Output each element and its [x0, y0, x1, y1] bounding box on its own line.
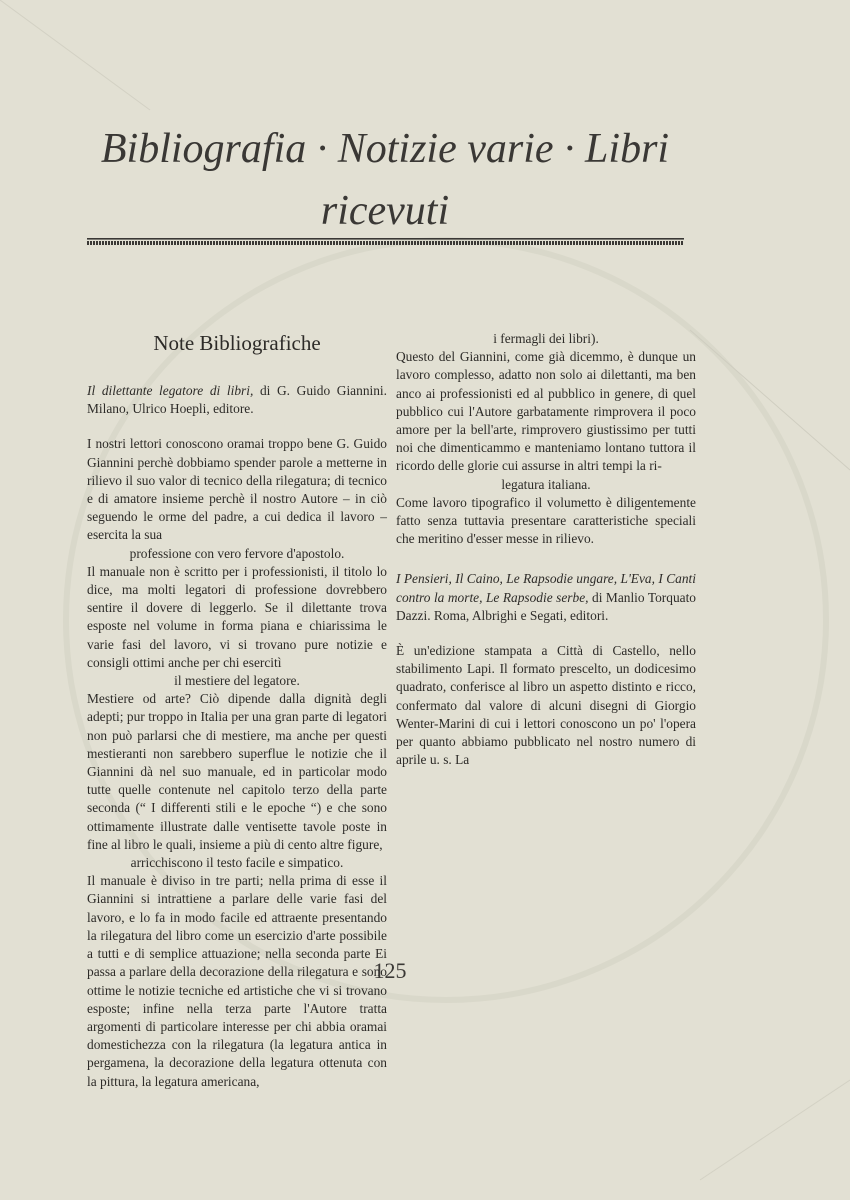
paragraph: Il manuale è diviso in tre parti; nella prima di esse il Giannini si intrattiene a parlare delle varie fasi del lavoro, e lo fa in modo facile ed attraente presentando la rilegatura del libro come un esercizio d'arte possibile a tutti e di semplice attuazione; nella seconda parte Ei passa a parlare della decorazione della rilegatura e sono ottime le notizie tecniche ed artistiche che vi si trovano esposte; infine nella terza parte l'Autore tratta argomenti di particolare interesse per chi abbia oramai domestichezza con la rilegatura (la legatura antica in pergamena, la decorazione della legatura ottenuta con la pittura, la legatura americana, — [87, 873, 387, 1089]
paragraph: Come lavoro tipografico il volumetto è diligentemente fatto senza tuttavia presentare caratteristiche speciali che meritino d'esser messe in rilievo. — [396, 494, 696, 547]
paragraph: I nostri lettori conoscono oramai troppo bene G. Guido Giannini perchè dobbiamo spender parole a metterne in rilievo il suo valor di tecnico della rilegatura; di tecnico e di amatore insieme perchè il nostro Autore – in ciò seguendo le orme del padre, a cui dedica il lavoro – esercita la sua — [87, 436, 387, 543]
paragraph-end: il mestiere del legatore. — [174, 673, 300, 689]
paragraph: È un'edizione stampata a Città di Castello, nello stabilimento Lapi. Il formato prescelto, un dodicesimo quadrato, conferisce al libro un aspetto distinto e ricco, confermato dal valore di alcuni disegni di Giorgio Wenter-Marini di cui i lettori conoscono un po' l'opera per quanto abbiamo pubblicato nel nostro numero di aprile u. s. La — [396, 643, 696, 768]
paragraph-end: i fermagli dei libri). — [493, 331, 599, 346]
citation-details: di G. Guido Giannini. Milano, Ulrico Hoepli, editore. — [87, 383, 387, 417]
page-title-line1: Bibliografia · Notizie varie · Libri — [100, 126, 670, 172]
paragraph-end: legatura italiana. — [501, 476, 591, 492]
paragraph: Il manuale non è scritto per i professionisti, il titolo lo dice, ma molti legatori di professione dovrebbero sentire il dovere di leggerlo. Se il dilettante trova esposte nel volume in forma piana e chiarissima le varie fasi del lavoro, vi si trovano pure notizie e consigli ottimi anche per chi esercitì — [87, 563, 387, 670]
review-citation — [87, 382, 387, 418]
review-citation — [396, 570, 696, 625]
paragraph-end: professione con vero fervore d'apostolo. — [129, 545, 345, 561]
ornamental-rule — [87, 238, 684, 247]
paragraph: Mestiere od arte? Ciò dipende dalla dignità degli adepti; pur troppo in Italia per una gran parte di legatori non può parlarsi che di mestiere, ma anche per questi mestieranti non sarebbero superflue le notizie che il Giannini dà nel suo manuale, ed in particolar modo tutte quelle contenute nel capitolo terzo della parte seconda (“ I differenti stili e le epoche “) e che sono ottimamente illustrate dalle ventisette tavole poste in fine al libro le quali, insieme a più di cento altre figure, — [87, 691, 387, 852]
page-title — [60, 118, 710, 242]
book-title: I Pensieri, Il Caino, Le Rapsodie ungare, L'Eva, I Canti contro la morte, Le Rapsodie serbe, — [396, 571, 696, 605]
page-number: 125 — [373, 958, 407, 983]
book-title: Il dilettante legatore di libri, — [87, 383, 254, 398]
page-title-line2: ricevuti — [320, 188, 450, 234]
text-column-right — [396, 330, 696, 769]
citation-details: di Manlio Torquato Dazzi. Roma, Albrighi e Segati, editori. — [396, 589, 696, 623]
paragraph: Questo del Giannini, come già dicemmo, è dunque un lavoro complesso, adatto non solo ai dilettanti, ma ben anco ai professionisti ed al pubblico in genere, di quel pubblico cui l'Autore garbatamente rimprovera il poco amore per la bell'arte, rimprovero giustissimo per tutti noi che dimenticammo e manteniamo lontano tuttora il ricordo delle glorie cui assurse in altri tempi la ri- — [396, 349, 696, 474]
section-heading: Note Bibliografiche — [153, 331, 321, 355]
paragraph-end: arricchiscono il testo facile e simpatico. — [130, 855, 344, 871]
